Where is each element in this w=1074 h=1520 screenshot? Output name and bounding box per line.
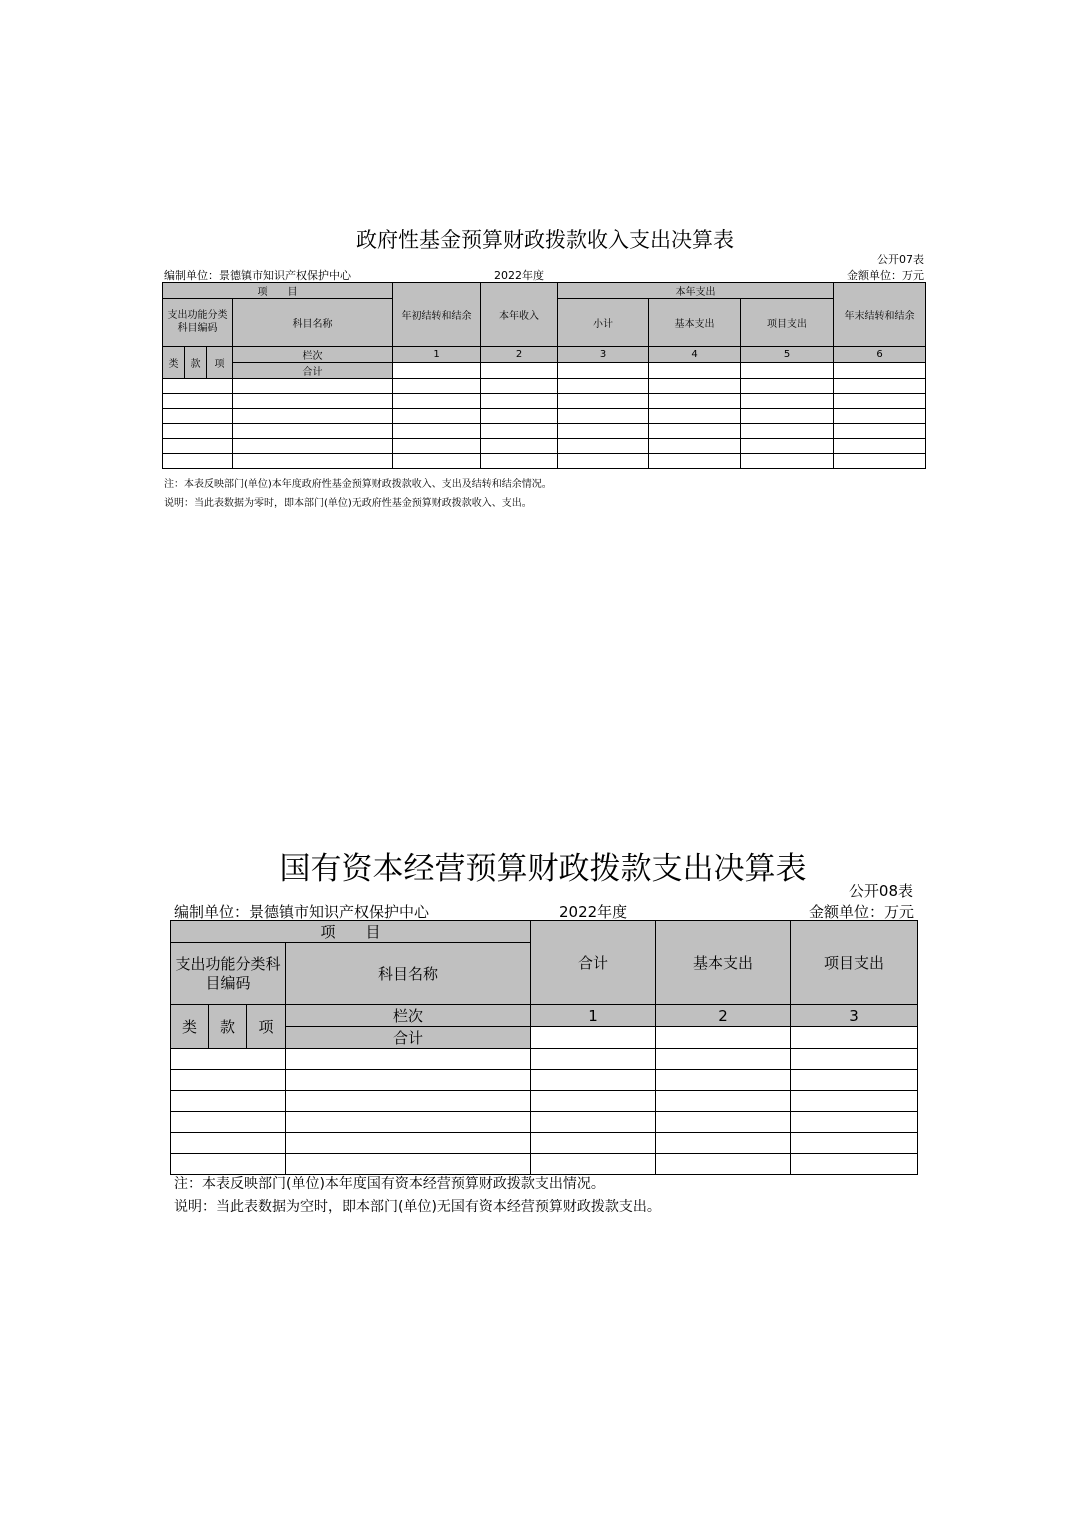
total-cell — [649, 363, 741, 379]
fiscal-year: 2022年度 — [494, 269, 544, 282]
header-basic-expense: 基本支出 — [649, 299, 741, 347]
header-project: 项 目 — [171, 921, 531, 943]
header-project: 项 目 — [163, 283, 393, 299]
header-total: 合计 — [531, 921, 656, 1005]
table-row — [171, 1133, 918, 1154]
header-subject-name: 科目名称 — [286, 943, 531, 1005]
header-lanci: 栏次 — [286, 1005, 531, 1027]
form-title: 政府性基金预算财政拨款收入支出决算表 — [356, 228, 734, 252]
total-cell — [558, 363, 649, 379]
state-capital-table — [170, 920, 918, 1175]
header-kuan: 款 — [209, 1005, 247, 1049]
table-row — [163, 454, 926, 469]
table-row — [171, 1049, 918, 1070]
header-lei: 类 — [163, 347, 185, 379]
header-lei: 类 — [171, 1005, 209, 1049]
header-begin-balance: 年初结转和结余 — [393, 283, 481, 347]
total-cell — [481, 363, 558, 379]
table-row — [171, 1091, 918, 1112]
compiling-unit: 编制单位：景德镇市知识产权保护中心 — [174, 903, 430, 921]
col-num: 2 — [656, 1005, 791, 1027]
total-label: 合计 — [286, 1027, 531, 1049]
col-num: 6 — [834, 347, 926, 363]
col-num: 3 — [791, 1005, 918, 1027]
header-year-income: 本年收入 — [481, 283, 558, 347]
header-basic-expense: 基本支出 — [656, 921, 791, 1005]
table-row — [163, 379, 926, 394]
fund-table — [162, 282, 926, 469]
total-label: 合计 — [233, 363, 393, 379]
fiscal-year: 2022年度 — [559, 903, 628, 921]
header-class-code: 支出功能分类科目编码 — [171, 943, 286, 1005]
table-row — [163, 439, 926, 454]
col-num: 1 — [393, 347, 481, 363]
explanation-line: 说明：当此表数据为空时，即本部门(单位)无国有资本经营预算财政拨款支出。 — [174, 1199, 661, 1215]
compiling-unit: 编制单位：景德镇市知识产权保护中心 — [164, 269, 351, 282]
total-cell — [741, 363, 834, 379]
header-xiang: 项 — [247, 1005, 286, 1049]
form-code: 公开07表 — [877, 253, 924, 266]
col-num: 3 — [558, 347, 649, 363]
header-subject-name: 科目名称 — [233, 299, 393, 347]
table-row — [171, 1112, 918, 1133]
form-title: 国有资本经营预算财政拨款支出决算表 — [279, 851, 807, 887]
form-meta-row — [164, 267, 924, 283]
header-kuan: 款 — [185, 347, 207, 379]
col-num: 4 — [649, 347, 741, 363]
header-lanci: 栏次 — [233, 347, 393, 363]
money-unit: 金额单位：万元 — [847, 269, 924, 282]
table-row — [171, 1154, 918, 1175]
note-line: 注：本表反映部门(单位)本年度政府性基金预算财政拨款收入、支出及结转和结余情况。 — [164, 479, 552, 490]
col-num: 2 — [481, 347, 558, 363]
money-unit: 金额单位：万元 — [808, 903, 914, 921]
total-cell — [531, 1027, 656, 1049]
col-num: 1 — [531, 1005, 656, 1027]
col-num: 5 — [741, 347, 834, 363]
table-row — [163, 394, 926, 409]
header-class-code: 支出功能分类科目编码 — [163, 299, 233, 347]
header-subtotal: 小计 — [558, 299, 649, 347]
header-xiang: 项 — [207, 347, 233, 379]
header-item-expense: 项目支出 — [791, 921, 918, 1005]
total-cell — [834, 363, 926, 379]
explanation-line: 说明：当此表数据为零时，即本部门(单位)无政府性基金预算财政拨款收入、支出。 — [164, 498, 532, 509]
total-cell — [656, 1027, 791, 1049]
header-year-expense: 本年支出 — [558, 283, 834, 299]
table-row — [163, 409, 926, 424]
header-item-expense: 项目支出 — [741, 299, 834, 347]
table-row — [171, 1070, 918, 1091]
header-end-balance: 年末结转和结余 — [834, 283, 926, 347]
total-cell — [393, 363, 481, 379]
note-line: 注：本表反映部门(单位)本年度国有资本经营预算财政拨款支出情况。 — [174, 1176, 605, 1192]
table-row — [163, 424, 926, 439]
form-code: 公开08表 — [848, 882, 913, 900]
total-cell — [791, 1027, 918, 1049]
